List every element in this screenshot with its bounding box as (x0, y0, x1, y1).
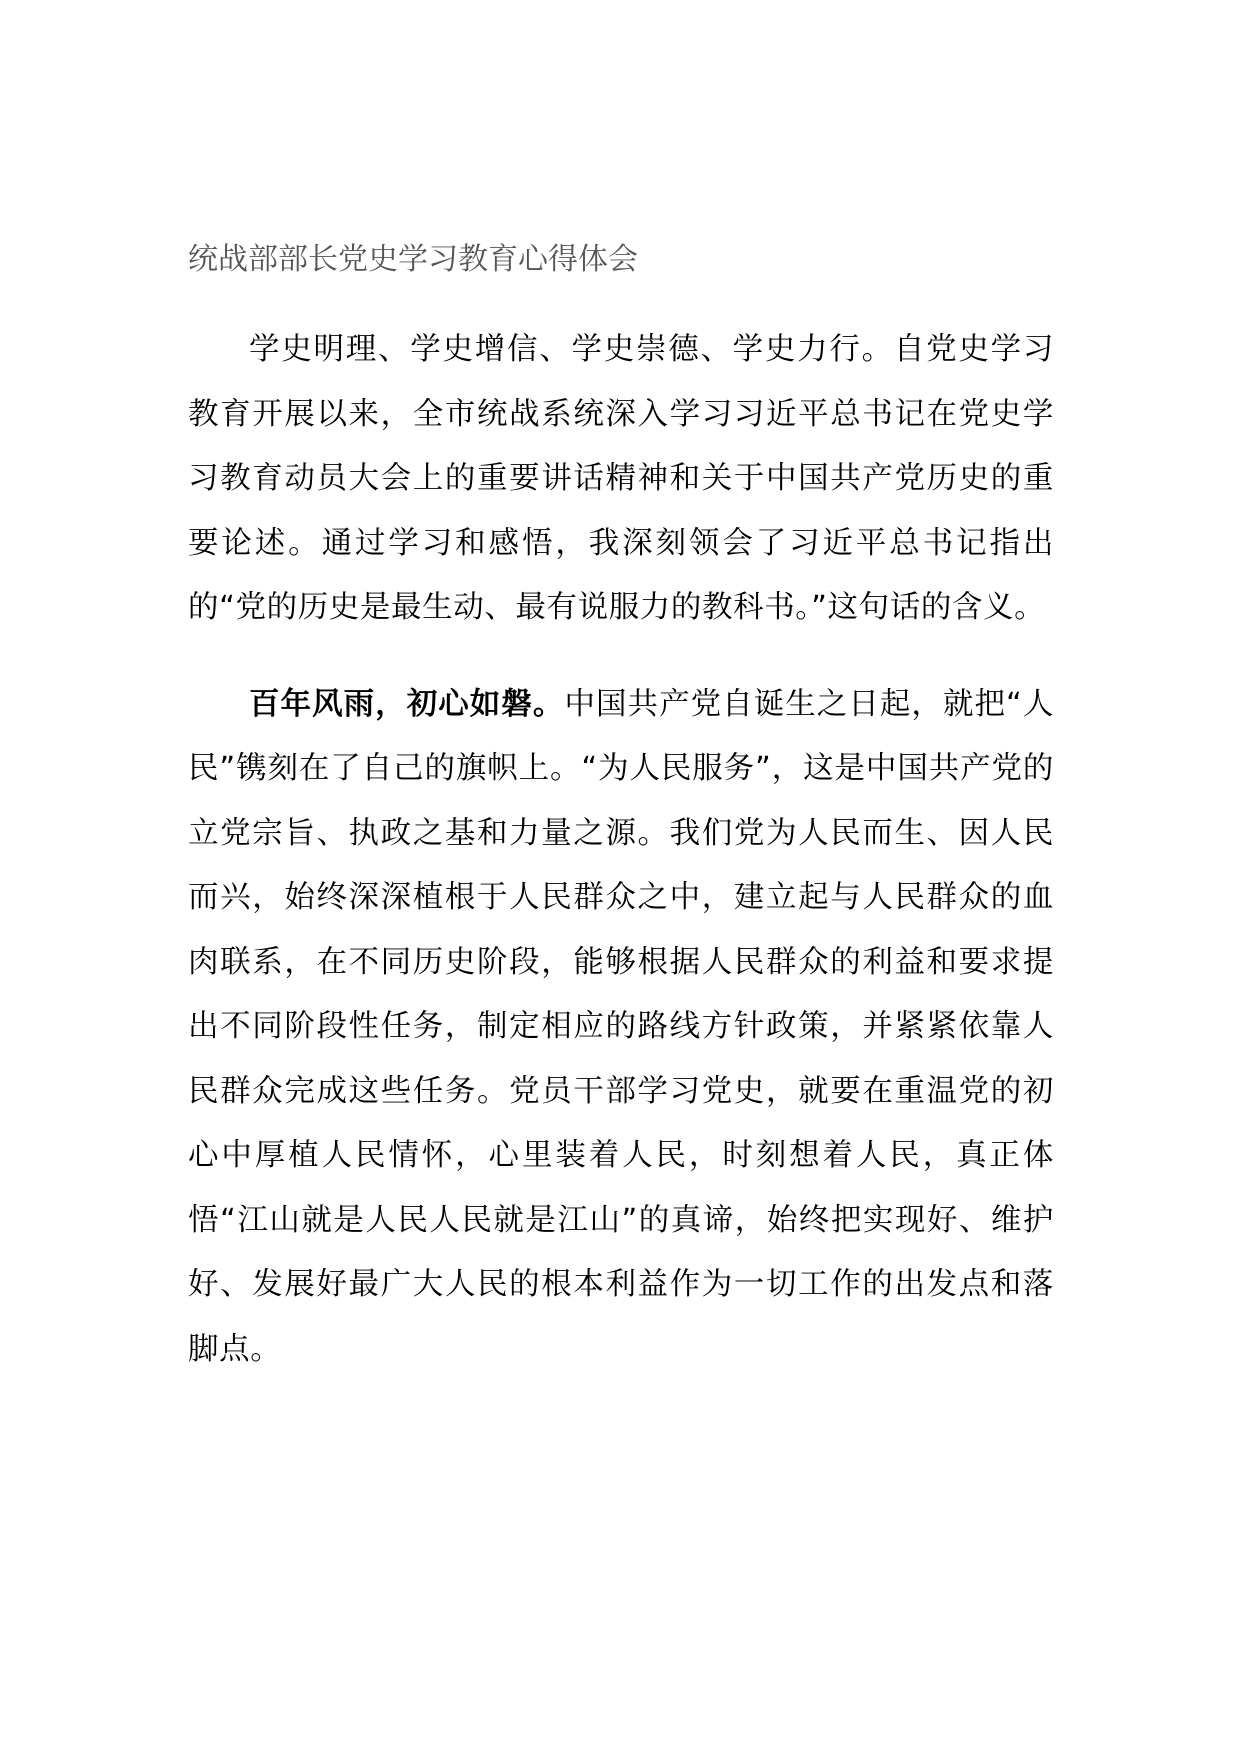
paragraph-body: 学史明理、学史增信、学史崇德、学史力行。自党史学习教育开展以来，全市统战系统深入学习习近平总书记在党史学习教育动员大会上的重要讲话精神和关于中国共产党历史的重要论述。通过学习和感悟，我深刻领会了习近平总书记指出的“党的历史是最生动、最有说服力的教科书。”这句话的含义。 (188, 332, 1054, 625)
paragraph-body: 中国共产党自诞生之日起，就把“人民”镌刻在了自己的旗帜上。“为人民服务”，这是中国共产党的立党宗旨、执政之基和力量之源。我们党为人民而生、因人民而兴，始终深深植根于人民群众之中，建立起与人民群众的血肉联系，在不同历史阶段，能够根据人民群众的利益和要求提出不同阶段性任务，制定相应的路线方针政策，并紧紧依靠人民群众完成这些任务。党员干部学习党史，就要在重温党的初心中厚植人民情怀，心里装着人民，时刻想着人民，真正体悟“江山就是人民人民就是江山”的真谛，始终把实现好、维护好、发展好最广大人民的根本利益作为一切工作的出发点和落脚点。 (188, 686, 1054, 1367)
paragraph-original-aspiration (188, 673, 1054, 1383)
paragraph-intro (188, 318, 1054, 641)
document-page (188, 236, 1054, 1414)
document-title: 统战部部长党史学习教育心得体会 (188, 242, 638, 277)
paragraph-lead: 百年风雨，初心如磐。 (249, 686, 565, 722)
